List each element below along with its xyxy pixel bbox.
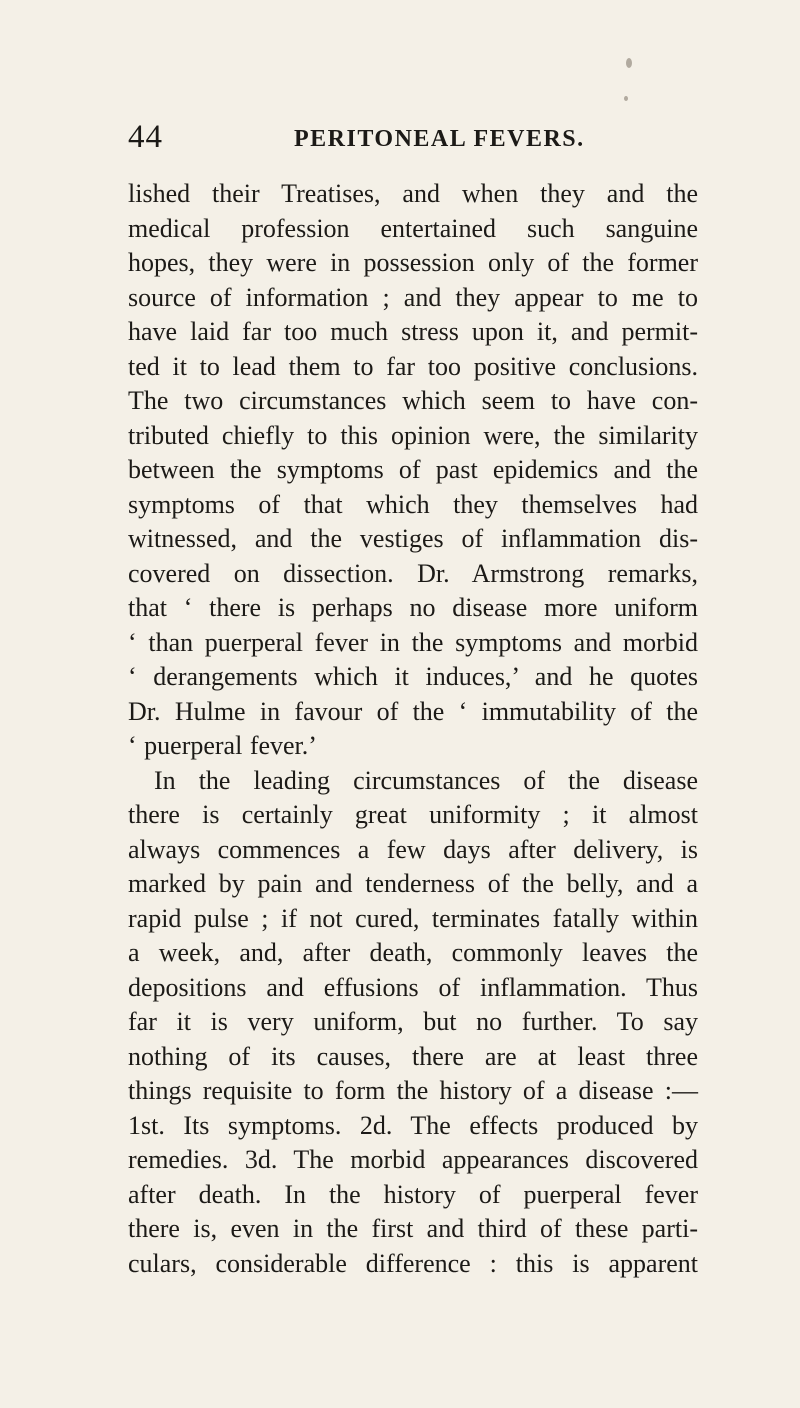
paragraph-first-line: In the leading circumstances of the disease (154, 765, 698, 795)
text-line: rapid pulse ; if not cured, terminates fatally within (128, 903, 698, 933)
body-text (128, 177, 698, 1281)
text-line: between the symptoms of past epidemics and the (128, 455, 698, 484)
text-line: far it is very uniform, but no further. To say (128, 1007, 698, 1036)
text-line: always commences a few days after delivery, is (128, 834, 698, 864)
text-line: ‘ derangements which it induces,’ and he quotes (128, 662, 698, 691)
ink-speck (626, 58, 632, 68)
paragraph-end-line: ‘ puerperal fever.’ (128, 731, 317, 760)
text-line: a week, and, after death, commonly leaves the (128, 938, 698, 967)
page-number: 44 (128, 119, 163, 155)
page-header (0, 116, 800, 156)
ink-speck (624, 96, 628, 101)
text-line: The two circumstances which seem to have con- (128, 386, 698, 415)
text-line: there is certainly great uniformity ; it almost (128, 800, 698, 829)
text-line: remedies. 3d. The morbid appearances discovered (128, 1145, 698, 1174)
text-line: have laid far too much stress upon it, and permit- (128, 317, 698, 346)
text-line: symptoms of that which they themselves had (128, 489, 698, 519)
text-line: depositions and effusions of inflammation. Thus (128, 972, 698, 1002)
text-line: 1st. Its symptoms. 2d. The effects produced by (128, 1110, 698, 1140)
text-line: culars, considerable difference : this is apparent (128, 1248, 698, 1278)
text-line: tributed chiefly to this opinion were, the similarity (128, 420, 698, 450)
text-line: ‘ than puerperal fever in the symptoms and morbid (128, 627, 698, 657)
text-line: source of information ; and they appear to me to (128, 282, 698, 312)
text-line: that ‘ there is perhaps no disease more uniform (128, 593, 698, 622)
text-line: there is, even in the first and third of these parti- (128, 1214, 698, 1243)
text-line: marked by pain and tenderness of the belly, and a (128, 869, 698, 898)
text-line: lished their Treatises, and when they and the (128, 179, 698, 208)
text-line: ted it to lead them to far too positive conclusions. (128, 351, 698, 381)
text-line: things requisite to form the history of a disease :— (128, 1076, 698, 1105)
running-head: PERITONEAL FEVERS. (294, 126, 585, 152)
text-line: after death. In the history of puerperal fever (128, 1179, 698, 1209)
text-line: covered on dissection. Dr. Armstrong remarks, (128, 558, 698, 588)
text-line: witnessed, and the vestiges of inflammation dis- (128, 524, 698, 553)
text-line: nothing of its causes, there are at least three (128, 1041, 698, 1071)
text-line: hopes, they were in possession only of the former (128, 248, 698, 277)
text-line: Dr. Hulme in favour of the ‘ immutability of the (128, 696, 698, 726)
text-line: medical profession entertained such sanguine (128, 213, 698, 243)
